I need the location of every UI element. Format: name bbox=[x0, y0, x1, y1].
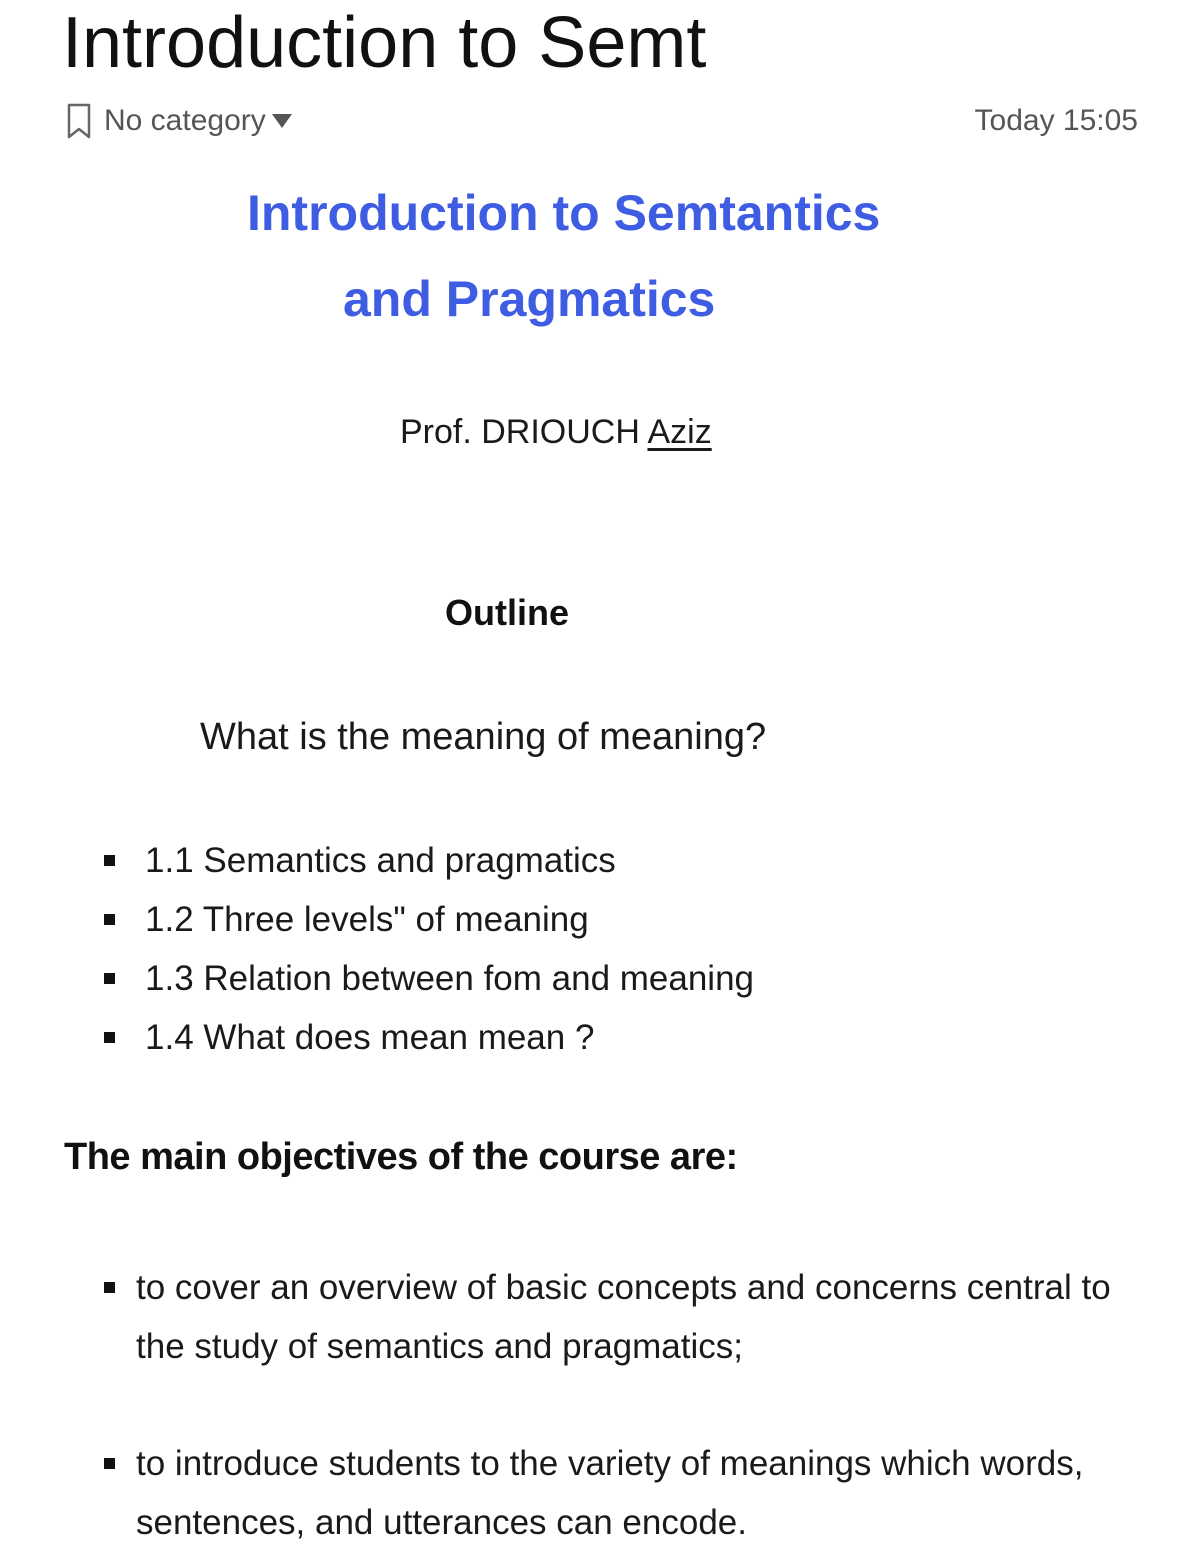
category-selector[interactable] bbox=[64, 102, 292, 140]
outline-heading: Outline bbox=[445, 592, 569, 633]
list-item bbox=[104, 1015, 754, 1074]
square-bullet-icon bbox=[104, 855, 115, 866]
square-bullet-icon bbox=[104, 973, 115, 984]
square-bullet-icon bbox=[104, 1282, 115, 1293]
objective-text: to introduce students to the variety of meanings which words, sentences, and utterances can encode. bbox=[136, 1444, 1084, 1542]
note-timestamp: Today 15:05 bbox=[974, 104, 1138, 137]
note-title[interactable]: Introduction to Semt bbox=[62, 3, 707, 83]
square-bullet-icon bbox=[104, 914, 115, 925]
chevron-down-icon bbox=[272, 114, 292, 128]
list-item bbox=[104, 1258, 1144, 1376]
objective-text: to cover an overview of basic concepts and concerns central to the study of semantics and pragmatics; bbox=[136, 1268, 1111, 1366]
document-heading-line1: Introduction to Semtantics bbox=[247, 185, 881, 241]
outline-list bbox=[104, 838, 754, 1074]
author-name-underlined: Aziz bbox=[647, 413, 712, 451]
document-heading-line2: and Pragmatics bbox=[343, 271, 716, 327]
author-prefix: Prof. DRIOUCH bbox=[400, 413, 648, 451]
square-bullet-icon bbox=[104, 1458, 115, 1469]
list-item bbox=[104, 956, 754, 1015]
note-meta-row bbox=[64, 102, 1138, 142]
author-line bbox=[400, 413, 712, 452]
list-item bbox=[104, 897, 754, 956]
bookmark-icon bbox=[64, 102, 94, 140]
category-label: No category bbox=[104, 104, 266, 137]
outline-item-text: 1.3 Relation between fom and meaning bbox=[145, 959, 755, 998]
list-item bbox=[104, 1434, 1144, 1552]
square-bullet-icon bbox=[104, 1032, 115, 1043]
list-item bbox=[104, 838, 754, 897]
outline-item-text: 1.4 What does mean mean ? bbox=[145, 1018, 595, 1057]
objectives-list bbox=[104, 1258, 1144, 1552]
question-heading: What is the meaning of meaning? bbox=[200, 716, 767, 758]
outline-item-text: 1.1 Semantics and pragmatics bbox=[145, 841, 616, 880]
objectives-heading: The main objectives of the course are: bbox=[64, 1136, 738, 1178]
outline-item-text: 1.2 Three levels" of meaning bbox=[145, 900, 589, 939]
